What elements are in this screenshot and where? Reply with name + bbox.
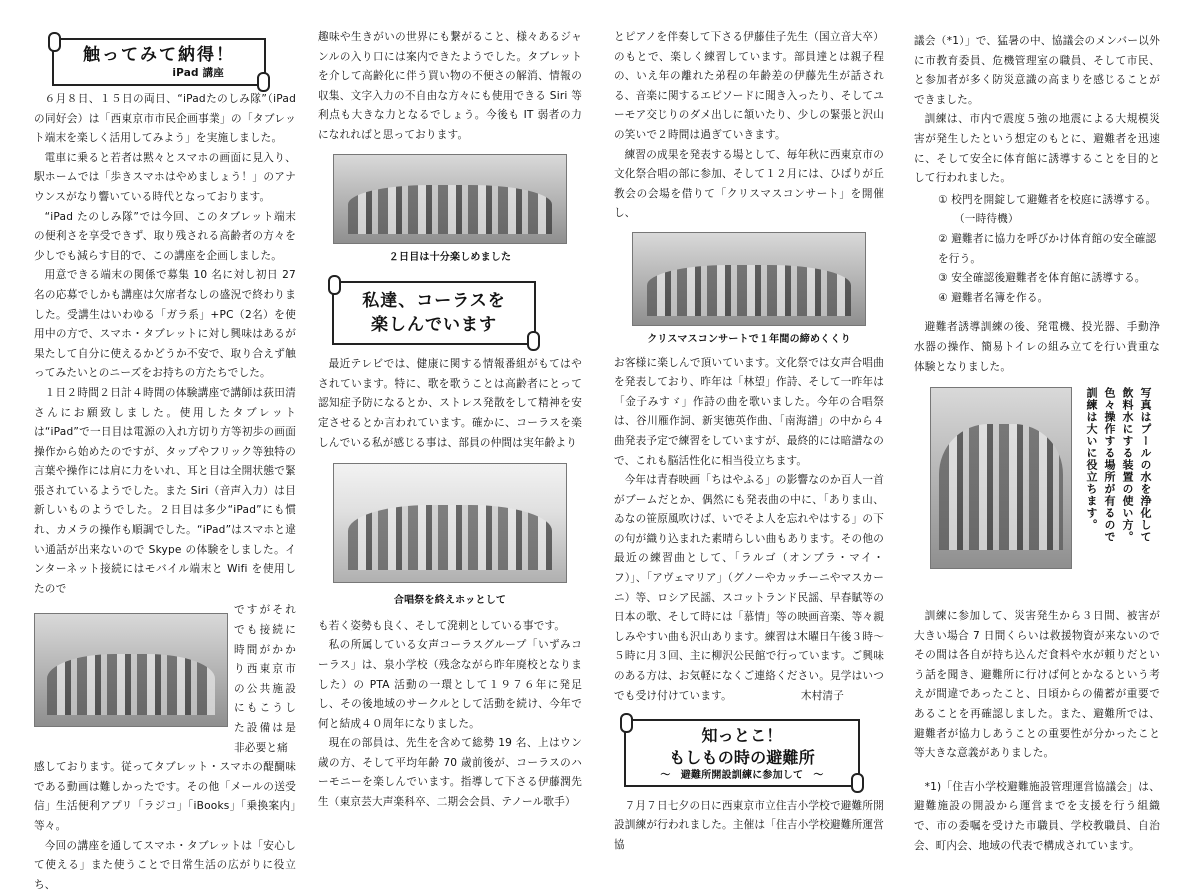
column-4	[914, 32, 1160, 856]
drill-step-3: ③ 安全確認後避難者を体育館に誘導する。	[938, 272, 1146, 285]
drill-step-1-note: （一時待機）	[954, 213, 1019, 226]
shelter-heading-line2: もしもの時の避難所	[669, 747, 815, 767]
shelter-heading-line1: 知っとこ！	[701, 725, 783, 745]
photo-note-line-4: 訓練は大いに役立ちます。	[1085, 387, 1098, 532]
chorus-heading-line1: 私達、コーラスを	[362, 291, 506, 312]
ipad-paragraph-7: 今回の講座を通してスマホ・タブレットは「安心して使える」また使うことで日常生活の広がりに役立ち、	[34, 839, 296, 891]
shelter-paragraph-1: ７月７日七夕の日に西東京市立住吉小学校で避難所開設訓練が行われました。主催は「住吉小学校避難所運営協	[614, 799, 884, 851]
photo-note-line-2: 飲料水にする装置の使い方。	[1121, 387, 1134, 544]
christmas-concert-photo	[632, 232, 866, 326]
ipad-heading-box	[52, 38, 266, 86]
ipad-wrap-text: ですがそれでも接続に時間がかかり西東京市の公共施設にもこうした設備は是非必要と痛	[234, 604, 296, 754]
shelter-paragraph-3: 訓練は、市内で震度５強の地震による大規模災害が発生したという想定のもとに、避難者を迅速に、そして安全に体育館に誘導することを目的として行われました。	[914, 113, 1160, 185]
photo-note-line-1: 写真はプールの水を浄化して	[1139, 387, 1152, 544]
shelter-paragraph-2: 議会（*1）」で、猛暑の中、協議会のメンバー以外に市教育委員、危機管理室の職員、そして市民、と参加者が多く防災意識の高まりを感じることができました。	[914, 35, 1160, 106]
column-1	[34, 28, 296, 895]
drill-step-4: ④ 避難者名簿を作る。	[938, 291, 1049, 304]
chorus-paragraph-8: 今年は青春映画「ちはやふる」の影響なのか百人一首がブームだとか、偶然にも発表曲の中に、「ありま山、ゐなの笹原風吹けば、いでそよ人を忘れやはする」の下の句が織り込まれた素晴らしい曲もあります。その他の最近の練習曲として、「ラルゴ（オンブラ・マイ・フ）」、「アヴェマリア」（グノーやカッチーニやマスカーニ）等、ロシア民謡、スコットランド民謡、早春賦等の日本の歌、そして時には「慕情」等の映画音楽、等々親しみやすい曲も沢山あります。練習は木曜日午後３時〜５時に月３回、主に柳沢公民館で行っています。ご興味のある方は、お気軽になくご連絡ください。見学はいつでも受け付けています。	[614, 474, 884, 702]
drill-step-2: ② 避難者に協力を呼びかけ体育館の安全確認を行う。	[938, 232, 1157, 265]
shelter-paragraph-4: 避難者誘導訓練の後、発電機、投光器、手動浄水器の操作、簡易トイレの組み立てを行い貴重な体験となりました。	[914, 321, 1160, 373]
chorus-heading-line2: 楽しんでいます	[371, 315, 497, 336]
chorus-paragraph-1: 最近テレビでは、健康に関する情報番組がもてはやされています。特に、歌を歌うことは高齢者にとって認知症予防になるとか、ストレス発散をして精神を安定させるとか言われています。確かに、コーラスを楽しんでいる私が感じる事は、部員の仲間は実年齢より	[318, 358, 582, 449]
chorus-heading-box	[332, 281, 536, 345]
photo-note-line-3: 色々操作する場所が有るので	[1103, 387, 1116, 544]
column-2	[318, 28, 582, 813]
chorus-paragraph-6: 練習の成果を発表する場として、毎年秋に西東京市の文化祭合唱の部に参加、そして１２月には、ひばりが丘教会の会場を借りて「クリスマスコンサート」を開催し、	[614, 148, 884, 220]
ipad-paragraph-3: “iPad たのしみ隊”では今回、このタブレット端末の便利さを享受できず、取り残される高齢者の方々を少しでも減らす目的で、この講座を企画しました。	[34, 210, 296, 262]
christmas-concert-caption: クリスマスコンサートで１年間の締めくくり	[647, 333, 851, 345]
ipad-subheading: iPad 講座	[172, 67, 224, 79]
ipad-paragraph-6: 感しております。従ってタブレット・スマホの醍醐味である動画は難しかったです。その他「メールの送受信」生活便利アプリ「ラジコ」「iBooks」「乗換案内」等々。	[34, 761, 296, 832]
shelter-paragraph-5: 訓練に参加して、災害発生から３日間、被害が大きい場合 7 日間くらいは救援物資が来ないのでその間は各自が持ち込んだ食料や水が頼りだという話を聞き、避難所に行けば何とかなるという考えが間違であったこと、日頃からの備蓄が重要であることを再確認しました。また、避難所では、避難者が協力しあうことの重要性が分かったこと等大きな意義がありました。	[914, 610, 1160, 760]
shelter-heading-sub: 〜 避難所開設訓練に参加して 〜	[660, 769, 824, 781]
water-purifier-photo	[930, 387, 1072, 569]
ipad-paragraph-4: 用意できる端末の関係で募集 10 名に対し初日 27 名の応募でしかも講座は欠席者なしの盛況で終わりました。受講生はいわゆる「ガラ系」+PC（2名）を使用中の方で、スマホ・タブレットに対し興味はあるが果たして自分に使えるかどうか不安で、取り合えず触ってみたいとのニーズをお持ちの方たちでした。	[34, 269, 296, 380]
ipad-day2-caption: ２日目は十分楽しめました	[388, 251, 512, 263]
ipad-paragraph-1: ６月８日、１５日の両日、“iPadたのしみ隊”（iPadの同好会）は「西東京市市民企画事業」の「タブレット端末を楽しく活用してみよう」を実施しました。	[34, 93, 296, 145]
chorus-paragraph-7: お客様に楽しんで頂いています。文化祭では女声合唱曲を発表しており、昨年は「林望」作詩、そして一昨年は「金子みすゞ」作詩の曲を歌いました。今年の合唱祭は、谷川雁作詞、新実徳英作曲、「南海譜」の中から４曲発表予定で練習をしていますが、最終的には暗譜なので、これも脳活性化に相当役立ちます。	[614, 356, 884, 467]
chorus-paragraph-5: とピアノを伴奏して下さる伊藤佳子先生（国立音大卒）のもとで、楽しく練習しています。部員達とは親子程の、いえ年の離れた弟程の年齢差の伊藤先生が話される、音楽に関するエピソードに聞き入ったり、そしてユーモア交じりのダメ出しに頷いたり、少しの緊張と沢山の笑いで２時間は過ぎていきます。	[614, 31, 884, 141]
shelter-footnote: *1)「住吉小学校避難施設管理運営協議会」は、避難施設の開設から運営までを支援を行う組織で、市の委嘱を受けた市職員、学校教職員、自治会、町内会、地域の代表で構成されています。	[914, 780, 1160, 852]
choir-group-photo	[333, 463, 567, 583]
chorus-intro-continued: 趣味や生きがいの世界にも繋がること、様々あるジャンルの入り口には案内できたようでした。タブレットを介して高齢化に伴う買い物の不便さの解消、情報の収集、文字入力の不自由な方々にも使用できる Siri 等利点も大きな力となるでしょう。今後も IT 弱者の力になれればと思っております。	[318, 31, 582, 141]
chorus-author: 木村清子	[800, 690, 844, 703]
chorus-paragraph-2: も若く姿勢も良く、そして溌剌としている事です。	[318, 619, 566, 632]
ipad-class-photo	[34, 613, 228, 727]
ipad-heading: 触ってみて納得！	[83, 45, 235, 65]
chorus-paragraph-4: 現在の部員は、先生を含めて総勢 19 名、上はウン歳の方、そして平均年齢 70 歳前後が、コーラスのハーモニーを楽しんでいます。指導して下さる伊藤潤先生（東京芸大声楽科卒、二期会会員、テノール歌手）	[318, 737, 582, 809]
choir-group-caption: 合唱祭を終えホッとして	[393, 595, 507, 607]
shelter-heading-box	[624, 719, 860, 787]
drill-step-1: ① 校門を開錠して避難者を校庭に誘導する。	[938, 193, 1157, 206]
ipad-day2-photo	[333, 154, 567, 244]
chorus-paragraph-3: 私の所属している女声コーラスグループ「いずみコーラス」は、泉小学校（残念ながら昨年廃校となりました）の PTA 活動の一環として１９７６年に発足し、その後地域のサークルとして活動を続け、今年で何と結成４０周年になりました。	[318, 639, 582, 730]
ipad-paragraph-2: 電車に乗ると若者は黙々とスマホの画面に見入り、駅ホームでは「歩きスマホはやめましょう！」のアナウンスがなり響いている時代となっております。	[34, 151, 296, 203]
ipad-paragraph-5: １日２時間２日計４時間の体験講座で講師は荻田清さんにお願致しました。使用したタブレットは“iPad”で一日目は電源の入れ方切り方等初歩の画面操作から始めたのですが、タップやフリック等独特の言葉や操作には肩に力をいれ、耳と目は全開状態で緊張されているようでした。また Siri（音声入力）は目新しいものようでした。２日目は多少“iPad”にも慣れ、カメラの操作も順調でした。“iPad”はスマホと違い通話が出来ないので Skype の体験をしました。インターネット接続にはモバイル端末と Wifi を使用したので	[34, 386, 296, 595]
drill-steps-list	[920, 191, 1160, 309]
column-3	[614, 28, 884, 856]
